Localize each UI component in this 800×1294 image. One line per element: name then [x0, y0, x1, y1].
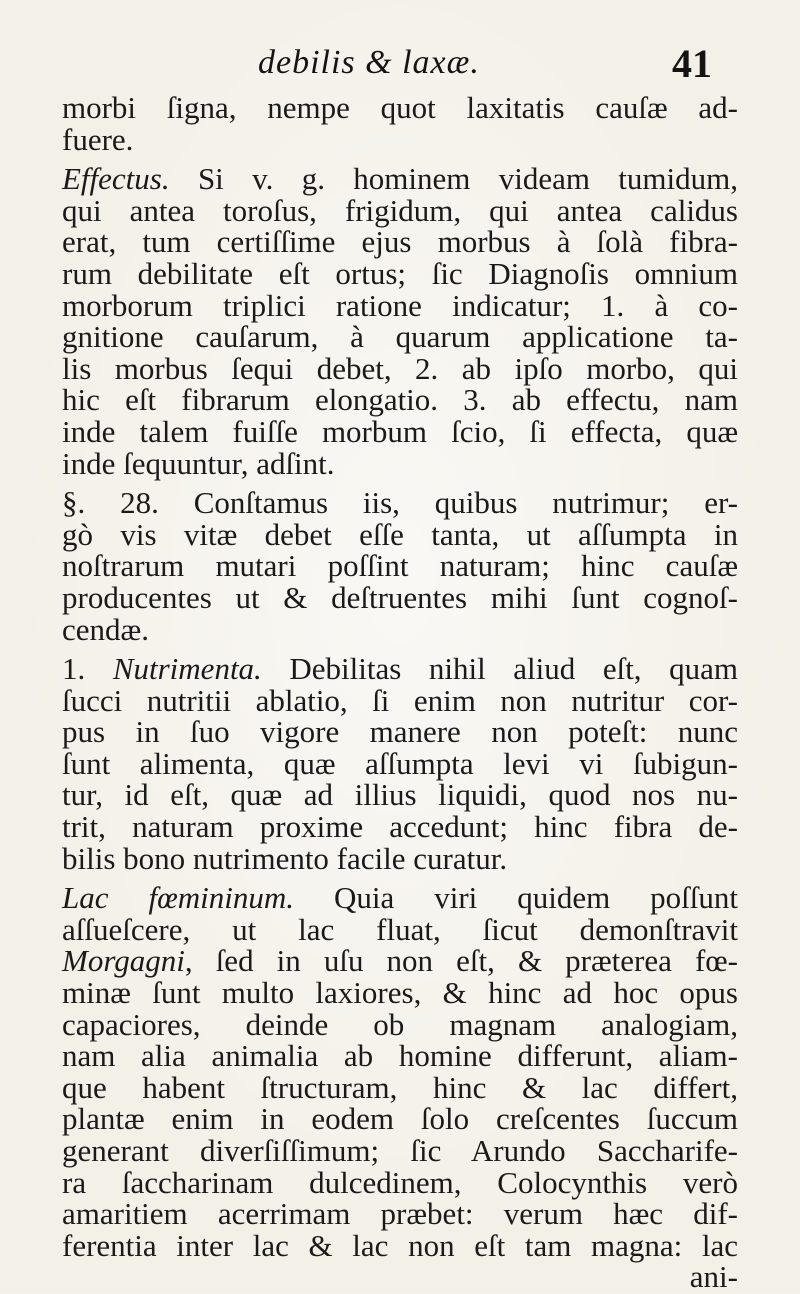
italic-heading: Lac fœmininum.: [62, 880, 295, 916]
text-line: [62, 92, 738, 124]
line-text: bilis bono nutrimento facile curatur.: [62, 840, 508, 876]
text-line: [62, 1040, 738, 1072]
line-text: plantæ enim in eodem ſolo creſcentes ſuccum: [62, 1101, 738, 1137]
text-line: [62, 911, 738, 947]
text-line: [62, 287, 738, 323]
line-text: qui antea toroſus, frigidum, qui antea calidus: [62, 192, 738, 228]
text-line: [62, 1069, 738, 1105]
line-text: capaciores, deinde ob magnam analogiam,: [62, 1006, 738, 1042]
line-text: ferentia inter lac & lac non eſt tam magna: lac: [62, 1227, 738, 1263]
line-text: que habent ſtructuram, hinc & lac differt,: [62, 1069, 738, 1105]
line-text: nam alia animalia ab homine differunt, aliam-: [62, 1038, 738, 1074]
text-line: [62, 192, 738, 228]
text-line: [62, 550, 738, 582]
line-text: pus in ſuo vigore manere non poteſt: nunc: [62, 714, 738, 750]
text-line: [62, 579, 738, 615]
body-text: [62, 92, 738, 1293]
line-text: amaritiem acerrimam præbet: verum hæc dif-: [62, 1196, 738, 1232]
line-text: hic eſt fibrarum elongatio. 3. ab effectu, nam: [62, 382, 738, 418]
line-text: aſſueſcere, ut lac fluat, ſicut demonſtravit: [62, 911, 738, 947]
line-text: tur, id eſt, quæ ad illius liquidi, quod nos nu-: [62, 777, 738, 813]
text-line: [62, 1198, 738, 1230]
text-line: [62, 1227, 738, 1263]
line-text: gò vis vitæ debet eſſe tanta, ut aſſumpta in: [62, 516, 738, 552]
line-text: fuere.: [62, 121, 134, 157]
paragraph: [62, 653, 738, 874]
text-line: [62, 779, 738, 811]
line-text: , ſed in uſu non eſt, & præterea fœ-: [184, 943, 738, 979]
section-number: 1.: [62, 651, 113, 687]
line-text: noſtrarum mutari poſſint naturam; hinc cauſæ: [62, 548, 738, 584]
page-number: 41: [672, 41, 712, 86]
paragraph: [62, 882, 738, 1293]
line-text: Debilitas nihil aliud eſt, quam: [261, 651, 739, 687]
italic-heading: Morgagni: [62, 943, 185, 979]
italic-heading: Nutrimenta.: [112, 651, 262, 687]
line-text: erat, tum certiſſime ejus morbus à ſolà fibra-: [62, 224, 738, 260]
line-text: morborum triplici ratione indicatur; 1. à co-: [62, 287, 738, 323]
line-text: ſunt alimenta, quæ aſſumpta levi vi ſubigun-: [62, 745, 738, 781]
line-text: ra ſaccharinam dulcedinem, Colocynthis verò: [62, 1164, 738, 1200]
text-line: [62, 977, 738, 1009]
italic-heading: Effectus.: [62, 161, 170, 197]
text-line: [62, 1135, 738, 1167]
line-text: inde ſequuntur, adſint.: [62, 445, 335, 481]
line-text: gnitione cauſarum, à quarum applicatione ta-: [62, 319, 738, 355]
line-text: Quia viri quidem poſſunt: [294, 880, 738, 916]
text-line: [62, 321, 738, 353]
text-line: [62, 653, 738, 685]
text-line: [62, 255, 738, 291]
line-text: lis morbus ſequi debet, 2. ab ipſo morbo, qui: [62, 350, 738, 386]
line-text: minæ ſunt multo laxiores, & hinc ad hoc opus: [62, 975, 738, 1011]
line-text: producentes ut & deſtruentes mihi ſunt cognoſ-: [62, 579, 738, 615]
text-line: [62, 163, 738, 195]
text-line: [62, 811, 738, 843]
line-text: cendæ.: [62, 611, 149, 647]
text-line: [62, 611, 738, 647]
line-text: ſucci nutritii ablatio, ſi enim non nutritur cor-: [62, 682, 738, 718]
text-line: [62, 1261, 738, 1293]
text-line: [62, 1103, 738, 1135]
text-line: [62, 882, 738, 914]
text-line: [62, 682, 738, 718]
text-line: [62, 745, 738, 781]
paragraph: [62, 487, 738, 645]
text-line: [62, 716, 738, 748]
page-header: [0, 41, 800, 94]
text-line: [62, 945, 738, 977]
line-text: §. 28. Conſtamus iis, quibus nutrimur; er-: [62, 485, 738, 521]
text-line: [62, 516, 738, 552]
text-line: [62, 1164, 738, 1200]
text-line: [62, 1006, 738, 1042]
line-text: Si v. g. hominem videam tumidum,: [169, 161, 738, 197]
text-line: [62, 445, 738, 481]
line-text: inde talem fuiſſe morbum ſcio, ſi effecta, quæ: [62, 413, 738, 449]
line-text: trit, naturam proxime accedunt; hinc fibra de-: [62, 809, 738, 845]
text-line: [62, 226, 738, 258]
running-head: debilis & laxæ.: [258, 44, 480, 81]
text-line: [62, 413, 738, 449]
paragraph: [62, 163, 738, 479]
line-text: generant diverſiſſimum; ſic Arundo Saccharife-: [62, 1133, 738, 1168]
line-text: rum debilitate eſt ortus; ſic Diagnoſis omnium: [62, 255, 738, 291]
line-text: morbi ſigna, nempe quot laxitatis cauſæ ad-: [62, 90, 738, 125]
text-line: [62, 121, 738, 157]
text-line: [62, 840, 738, 876]
paragraph: [62, 92, 738, 155]
text-line: [62, 350, 738, 386]
line-text: ani-: [689, 1259, 738, 1294]
text-line: [62, 487, 738, 519]
text-line: [62, 384, 738, 416]
